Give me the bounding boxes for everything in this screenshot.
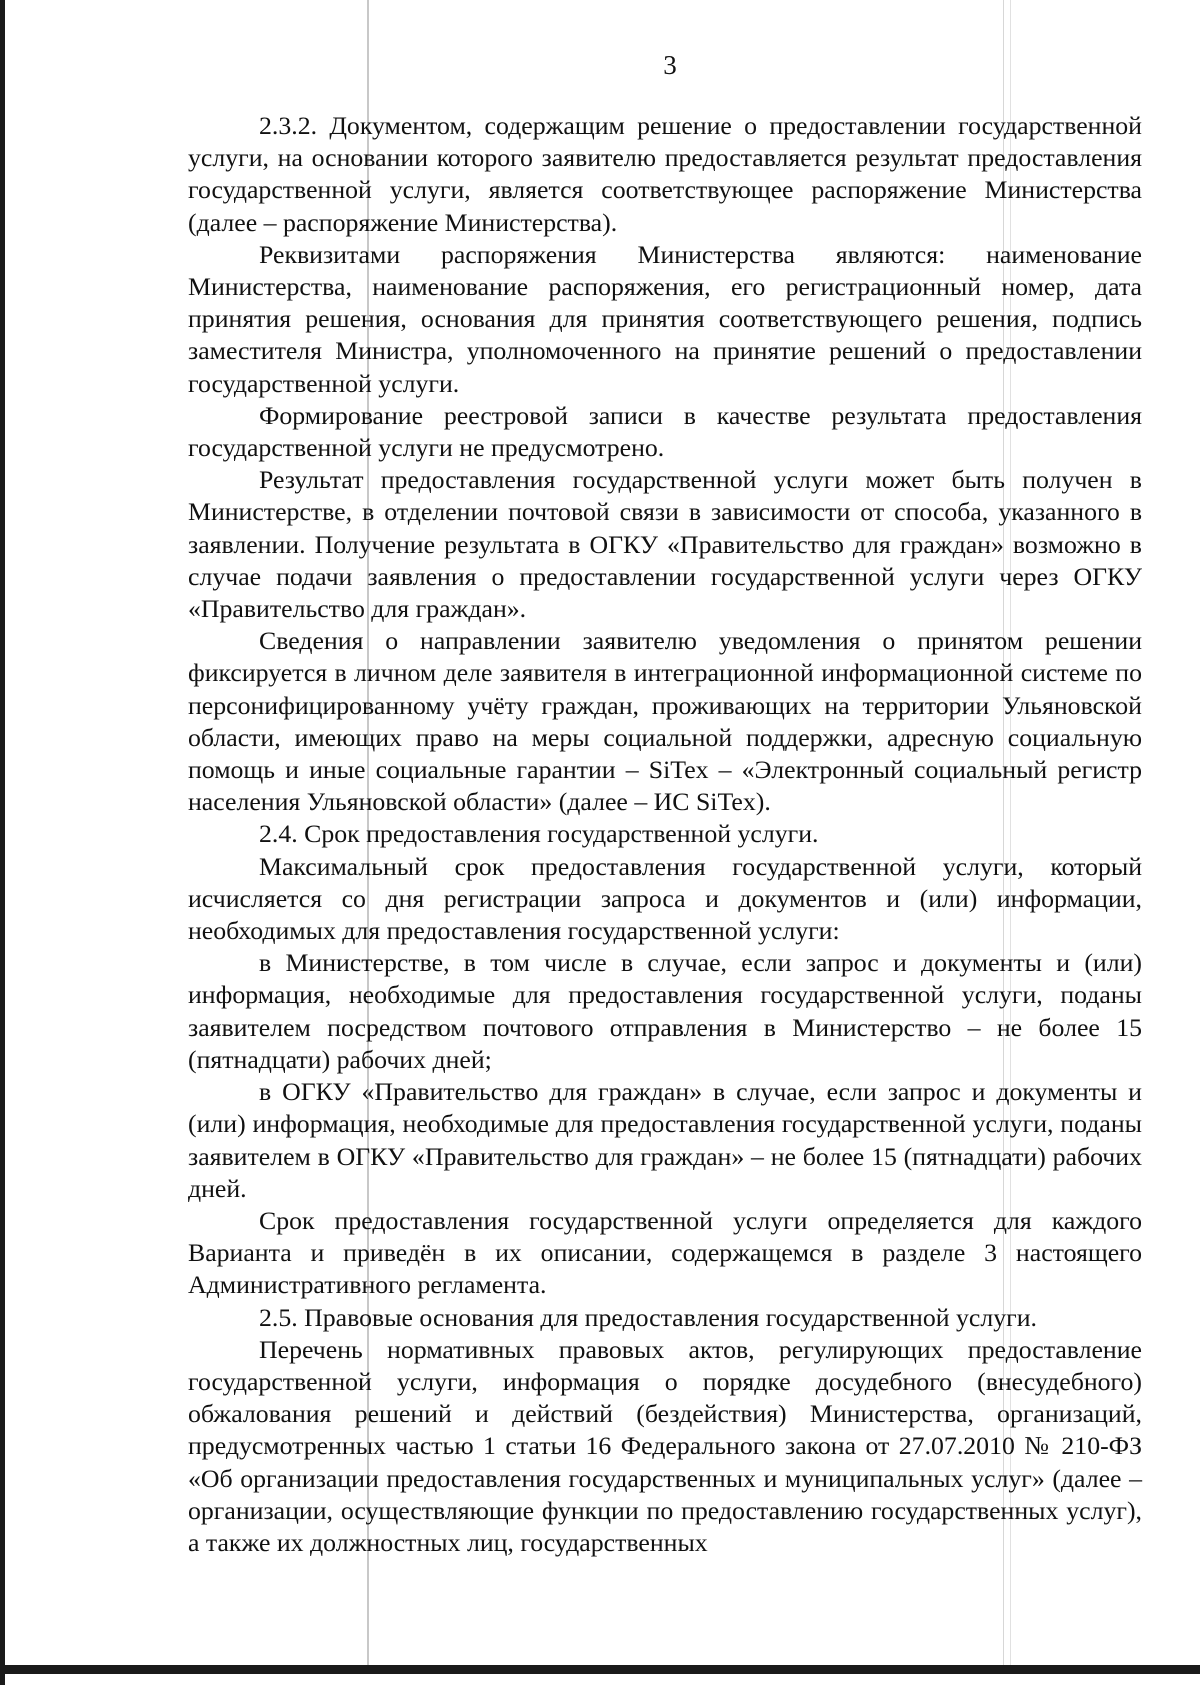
paragraph-term-ogku: в ОГКУ «Правительство для граждан» в случае, если запрос и документы и (или) информация, необходимые для предоставления государственной услуги, поданы заявителем в ОГКУ «Правительство для граждан» – не более 15 (пятнадцати) рабочих дней.: [188, 1077, 1142, 1203]
section-heading-2-5: 2.5. Правовые основания для предоставления государственной услуги.: [259, 1302, 1037, 1332]
paragraph-result-receipt: Результат предоставления государственной услуги может быть получен в Министерстве, в отделении почтовой связи в зависимости от способа, указанного в заявлении. Получение результата в ОГКУ «Правительство для граждан» возможно в случае подачи заявления о предоставлении государственной услуги через ОГКУ «Правительство для граждан».: [188, 465, 1142, 624]
document-body: [188, 110, 1142, 1559]
paragraph-registry-record: Формирование реестровой записи в качестве результата предоставления государственной услуги не предусмотрено.: [188, 400, 1142, 463]
paragraph-term-variant: Срок предоставления государственной услуги определяется для каждого Варианта и приведён в их описании, содержащемся в разделе 3 настоящего Административного регламента.: [188, 1205, 1142, 1300]
paragraph-max-term: Максимальный срок предоставления государственной услуги, который исчисляется со дня регистрации запроса и документов и (или) информации, необходимых для предоставления государственной услуги:: [188, 851, 1142, 946]
paragraph-requisites: Реквизитами распоряжения Министерства являются: наименование Министерства, наименование распоряжения, его регистрационный номер, дата принятия решения, основания для принятия соответствующего решения, подпись заместителя Министра, уполномоченного на принятие решений о предоставлении государственной услуги.: [188, 239, 1142, 398]
scan-bottom-border: [0, 1665, 1200, 1674]
paragraph-legal-acts: Перечень нормативных правовых актов, регулирующих предоставление государственной услуги, информация о порядке досудебного (внесудебного) обжалования решений и действий (бездействия) Министерства, организаций, предусмотренных частью 1 статьи 16 Федерального закона от 27.07.2010 № 210-ФЗ «Об организации предоставления государственных и муниципальных услуг» (далее – организации, осуществляющие функции по предоставлению государственных услуг), а также их должностных лиц, государственных: [188, 1334, 1142, 1557]
paragraph-2-3-2: 2.3.2. Документом, содержащим решение о предоставлении государственной услуги, на основании которого заявителю предоставляется результат предоставления государственной услуги, является соответствующее распоряжение Министерства (далее – распоряжение Министерства).: [188, 111, 1142, 237]
scan-left-border: [0, 0, 5, 1685]
paragraph-notification-info: Сведения о направлении заявителю уведомления о принятом решении фиксируется в личном деле заявителя в интеграционной информационной системе по персонифицированному учёту граждан, проживающих на территории Ульяновской области, имеющих право на меры социальной поддержки, адресную социальную помощь и иные социальные гарантии – SiTex – «Электронный социальный регистр населения Ульяновской области» (далее – ИС SiTex).: [188, 626, 1142, 817]
section-heading-2-4: 2.4. Срок предоставления государственной услуги.: [259, 819, 819, 849]
paragraph-term-ministry: в Министерстве, в том числе в случае, если запрос и документы и (или) информация, необходимые для предоставления государственной услуги, поданы заявителем посредством почтового отправления в Министерство – не более 15 (пятнадцати) рабочих дней;: [188, 948, 1142, 1074]
page-number: 3: [663, 50, 677, 80]
